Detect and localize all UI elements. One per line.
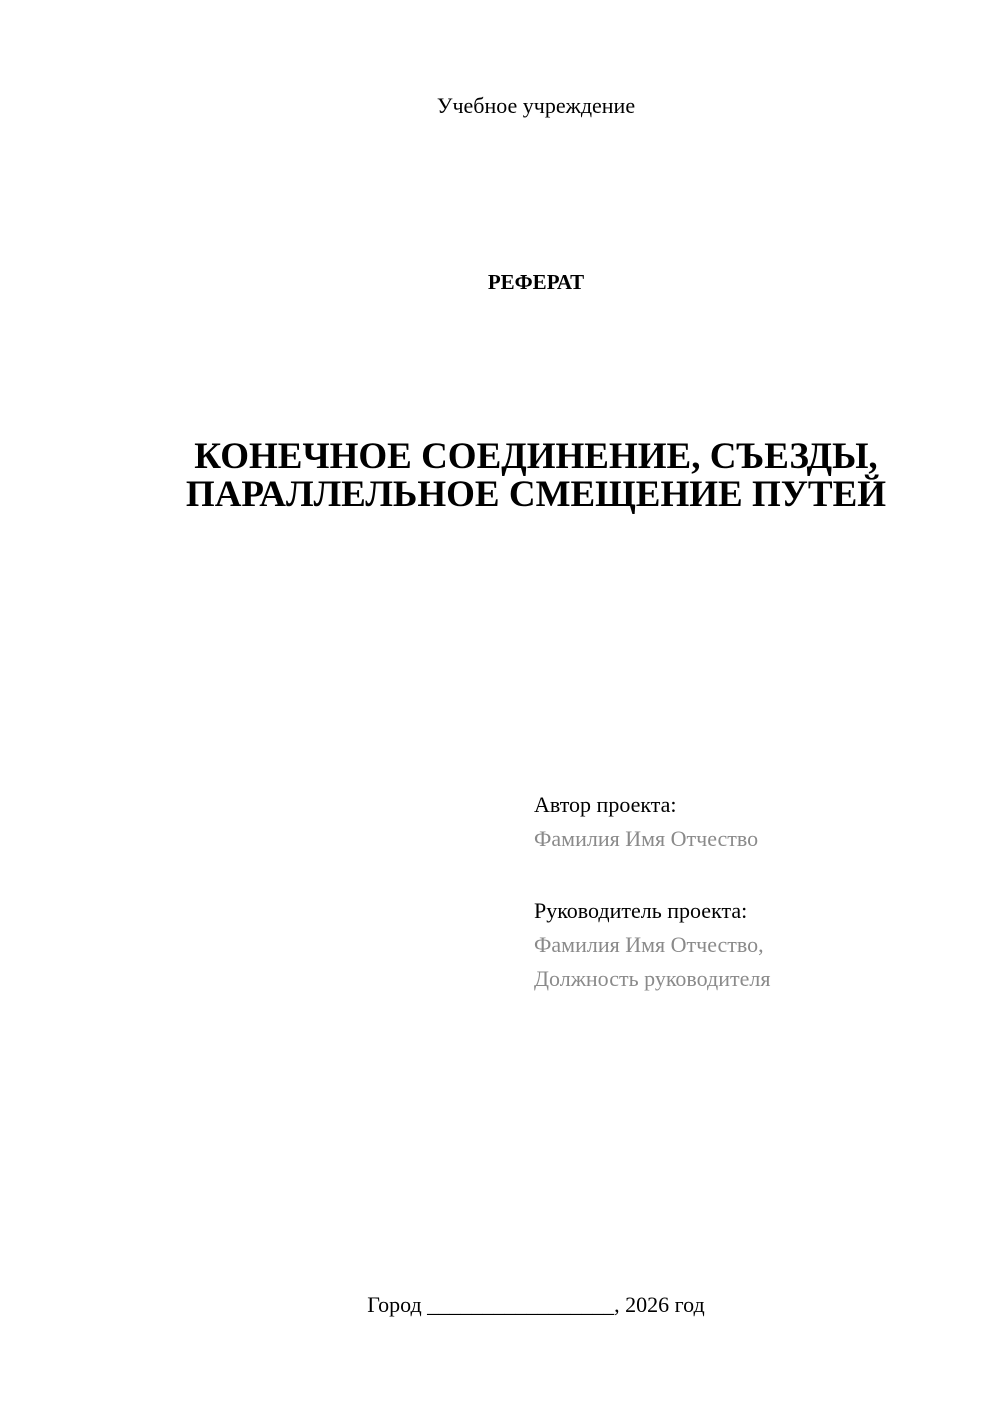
supervisor-label: Руководитель проекта: [534,898,748,923]
document-type: РЕФЕРАТ [487,270,585,294]
author-name: Фамилия Имя Отчество [534,826,759,851]
supervisor-name: Фамилия Имя Отчество, [534,932,764,957]
supervisor-position: Должность руководителя [534,966,771,991]
title-line-1: КОНЕЧНОЕ СОЕДИНЕНИЕ, СЪЕЗДЫ, [194,436,878,477]
city-year-footer: Город _________________, 2026 год [367,1292,705,1317]
info-spacer [534,856,954,894]
author-label: Автор проекта: [534,792,677,817]
document-title [100,438,972,514]
author-info-block [534,788,954,996]
title-line-2: ПАРАЛЛЕЛЬНОЕ СМЕЩЕНИЕ ПУТЕЙ [185,474,887,515]
institution-name: Учебное учреждение [436,93,636,118]
